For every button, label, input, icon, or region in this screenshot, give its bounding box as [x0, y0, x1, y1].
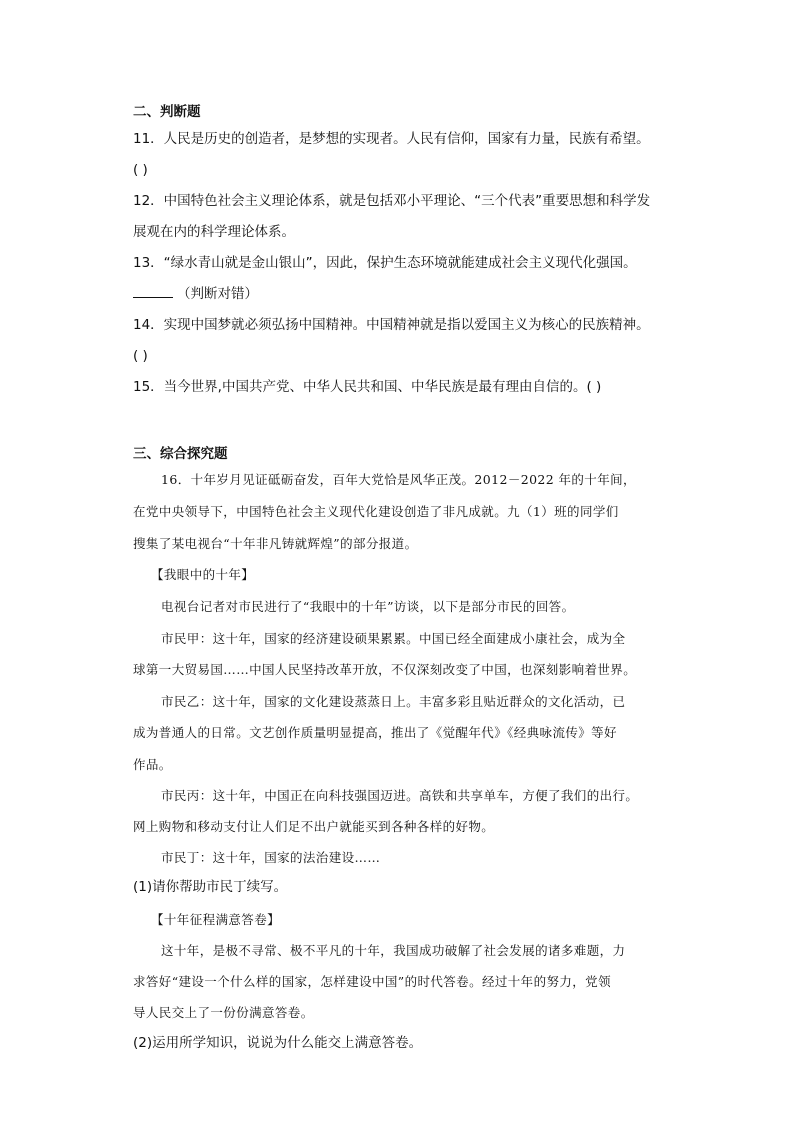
question-15-line-1: 15．当今世界,中国共产党、中华人民共和国、中华民族是最有理由自信的。( ): [133, 379, 602, 395]
question-16-intro-line-1: 16．十年岁月见证砥砺奋发，百年大党恰是风华正茂。2012－2022 年的十年间，: [161, 472, 636, 487]
question-14-line-1: 14．实现中国梦就必须弘扬中国精神。中国精神就是指以爱国主义为核心的民族精神。: [133, 317, 650, 333]
question-16-intro-line-3: 搜集了某电视台“十年非凡铸就辉煌”的部分报道。: [133, 536, 418, 551]
decade-paragraph-line-3: 导人民交上了一份份满意答卷。: [133, 1005, 314, 1020]
question-16-intro-line-2: 在党中央领导下，中国特色社会主义现代化建设创造了非凡成就。九（1）班的同学们: [133, 504, 619, 519]
citizen-b-line-1: 市民乙：这十年，国家的文化建设蒸蒸日上。丰富多彩且贴近群众的文化活动，已: [161, 694, 626, 709]
question-11-answer-paren: ( ): [133, 162, 148, 178]
question-11-line-1: 11．人民是历史的创造者，是梦想的实现者。人民有信仰，国家有力量，民族有希望。: [133, 131, 650, 147]
question-12-line-1: 12．中国特色社会主义理论体系，就是包括邓小平理论、“三个代表”重要思想和科学发: [133, 193, 651, 209]
decade-paragraph-line-1: 这十年，是极不寻常、极不平凡的十年，我国成功破解了社会发展的诸多难题，力: [161, 943, 626, 958]
sub-question-2: (2)运用所学知识，说说为什么能交上满意答卷。: [133, 1035, 423, 1051]
citizen-a-line-2: 球第一大贸易国……中国人民坚持改革开放，不仅深刻改变了中国，也深刻影响着世界。: [133, 662, 637, 677]
citizen-c-line-1: 市民丙：这十年，中国正在向科技强国迈进。高铁和共享单车，方便了我们的出行。: [161, 788, 639, 803]
citizen-b-line-3: 作品。: [133, 757, 172, 772]
citizen-d-line-1: 市民丁：这十年，国家的法治建设……: [161, 850, 381, 865]
paragraph-interview: 电视台记者对市民进行了“我眼中的十年”访谈，以下是部分市民的回答。: [161, 599, 575, 614]
decade-paragraph-line-2: 求答好“建设一个什么样的国家，怎样建设中国”的时代答卷。经过十年的努力，党领: [133, 974, 611, 989]
section-title-inquiry: 三、综合探究题: [133, 446, 228, 462]
question-13-line-1: 13．“绿水青山就是金山银山”，因此，保护生态环境就能建成社会主义现代化强国。: [133, 255, 637, 271]
question-14-answer-paren: ( ): [133, 348, 148, 364]
citizen-a-line-1: 市民甲：这十年，国家的经济建设硕果累累。中国已经全面建成小康社会，成为全: [161, 631, 626, 646]
subheading-satisfactory-answers: 【十年征程满意答卷】: [151, 912, 281, 927]
subheading-my-decade: 【我眼中的十年】: [151, 567, 255, 582]
question-12-line-2: 展观在内的科学理论体系。: [133, 224, 295, 240]
citizen-c-line-2: 网上购物和移动支付让人们足不出户就能买到各种各样的好物。: [133, 819, 495, 834]
answer-blank: [133, 285, 173, 298]
citizen-b-line-2: 成为普通人的日常。文艺创作质量明显提高，推出了《觉醒年代》《经典咏流传》等好: [133, 725, 617, 740]
section-title-judgment: 二、判断题: [133, 104, 201, 120]
question-13-line-2: （判断对错）: [133, 285, 258, 303]
sub-question-1: (1)请你帮助市民丁续写。: [133, 879, 288, 895]
